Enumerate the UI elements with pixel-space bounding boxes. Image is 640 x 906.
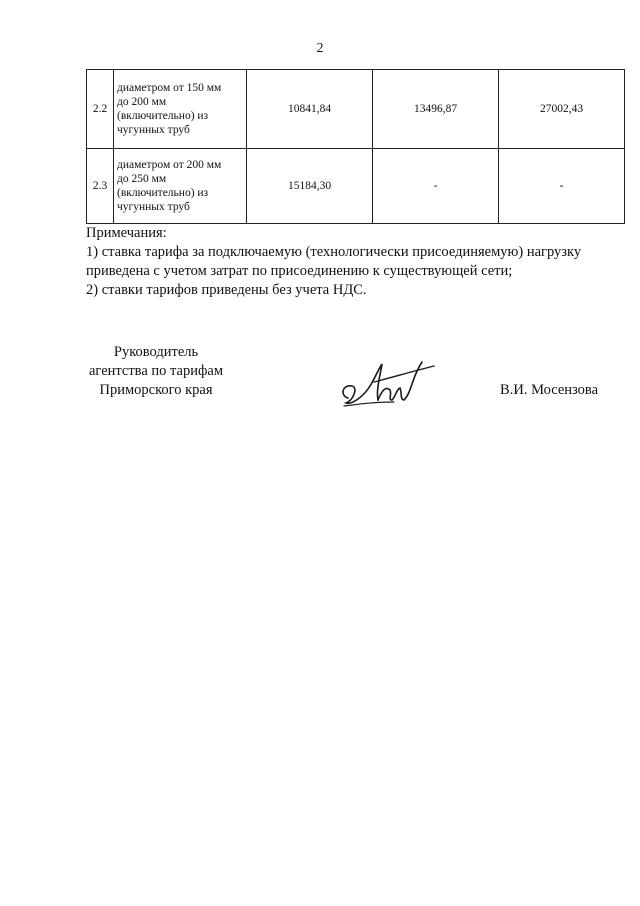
row-description [114, 149, 247, 224]
tariff-value: 10841,84 [247, 70, 373, 149]
description-line: чугунных труб [117, 201, 190, 213]
tariff-table [86, 69, 625, 224]
notes-section [86, 224, 606, 300]
table-row [87, 70, 625, 149]
description-line: (включительно) из [117, 110, 209, 122]
tariff-value: 13496,87 [373, 70, 499, 149]
row-number: 2.3 [87, 149, 114, 224]
signer-title-line: Приморского края [99, 382, 213, 398]
note-line: 2) ставки тарифов приведены без учета НДС. [86, 282, 367, 298]
description-line: диаметром от 200 мм [117, 159, 222, 171]
note-line: 1) ставка тарифа за подключаемую (технологически присоединяемую) нагрузку [86, 244, 582, 260]
tariff-value: - [499, 149, 625, 224]
row-number: 2.2 [87, 70, 114, 149]
description-line: (включительно) из [117, 187, 209, 199]
description-line: до 250 мм [117, 173, 167, 185]
note-line: приведена с учетом затрат по присоединению к существующей сети; [86, 263, 513, 279]
signer-name: В.И. Мосензова [500, 382, 598, 398]
signer-title-line: Руководитель [113, 344, 199, 360]
row-description [114, 70, 247, 149]
handwritten-signature [334, 356, 438, 416]
tariff-value: 15184,30 [247, 149, 373, 224]
description-line: чугунных труб [117, 124, 190, 136]
page-number: 2 [316, 41, 324, 56]
notes-heading: Примечания: [86, 225, 167, 241]
table-row [87, 149, 625, 224]
signer-title-line: агентства по тарифам [89, 363, 223, 379]
tariff-value: - [373, 149, 499, 224]
description-line: до 200 мм [117, 96, 167, 108]
tariff-value: 27002,43 [499, 70, 625, 149]
description-line: диаметром от 150 мм [117, 82, 222, 94]
signer-title [86, 343, 226, 400]
